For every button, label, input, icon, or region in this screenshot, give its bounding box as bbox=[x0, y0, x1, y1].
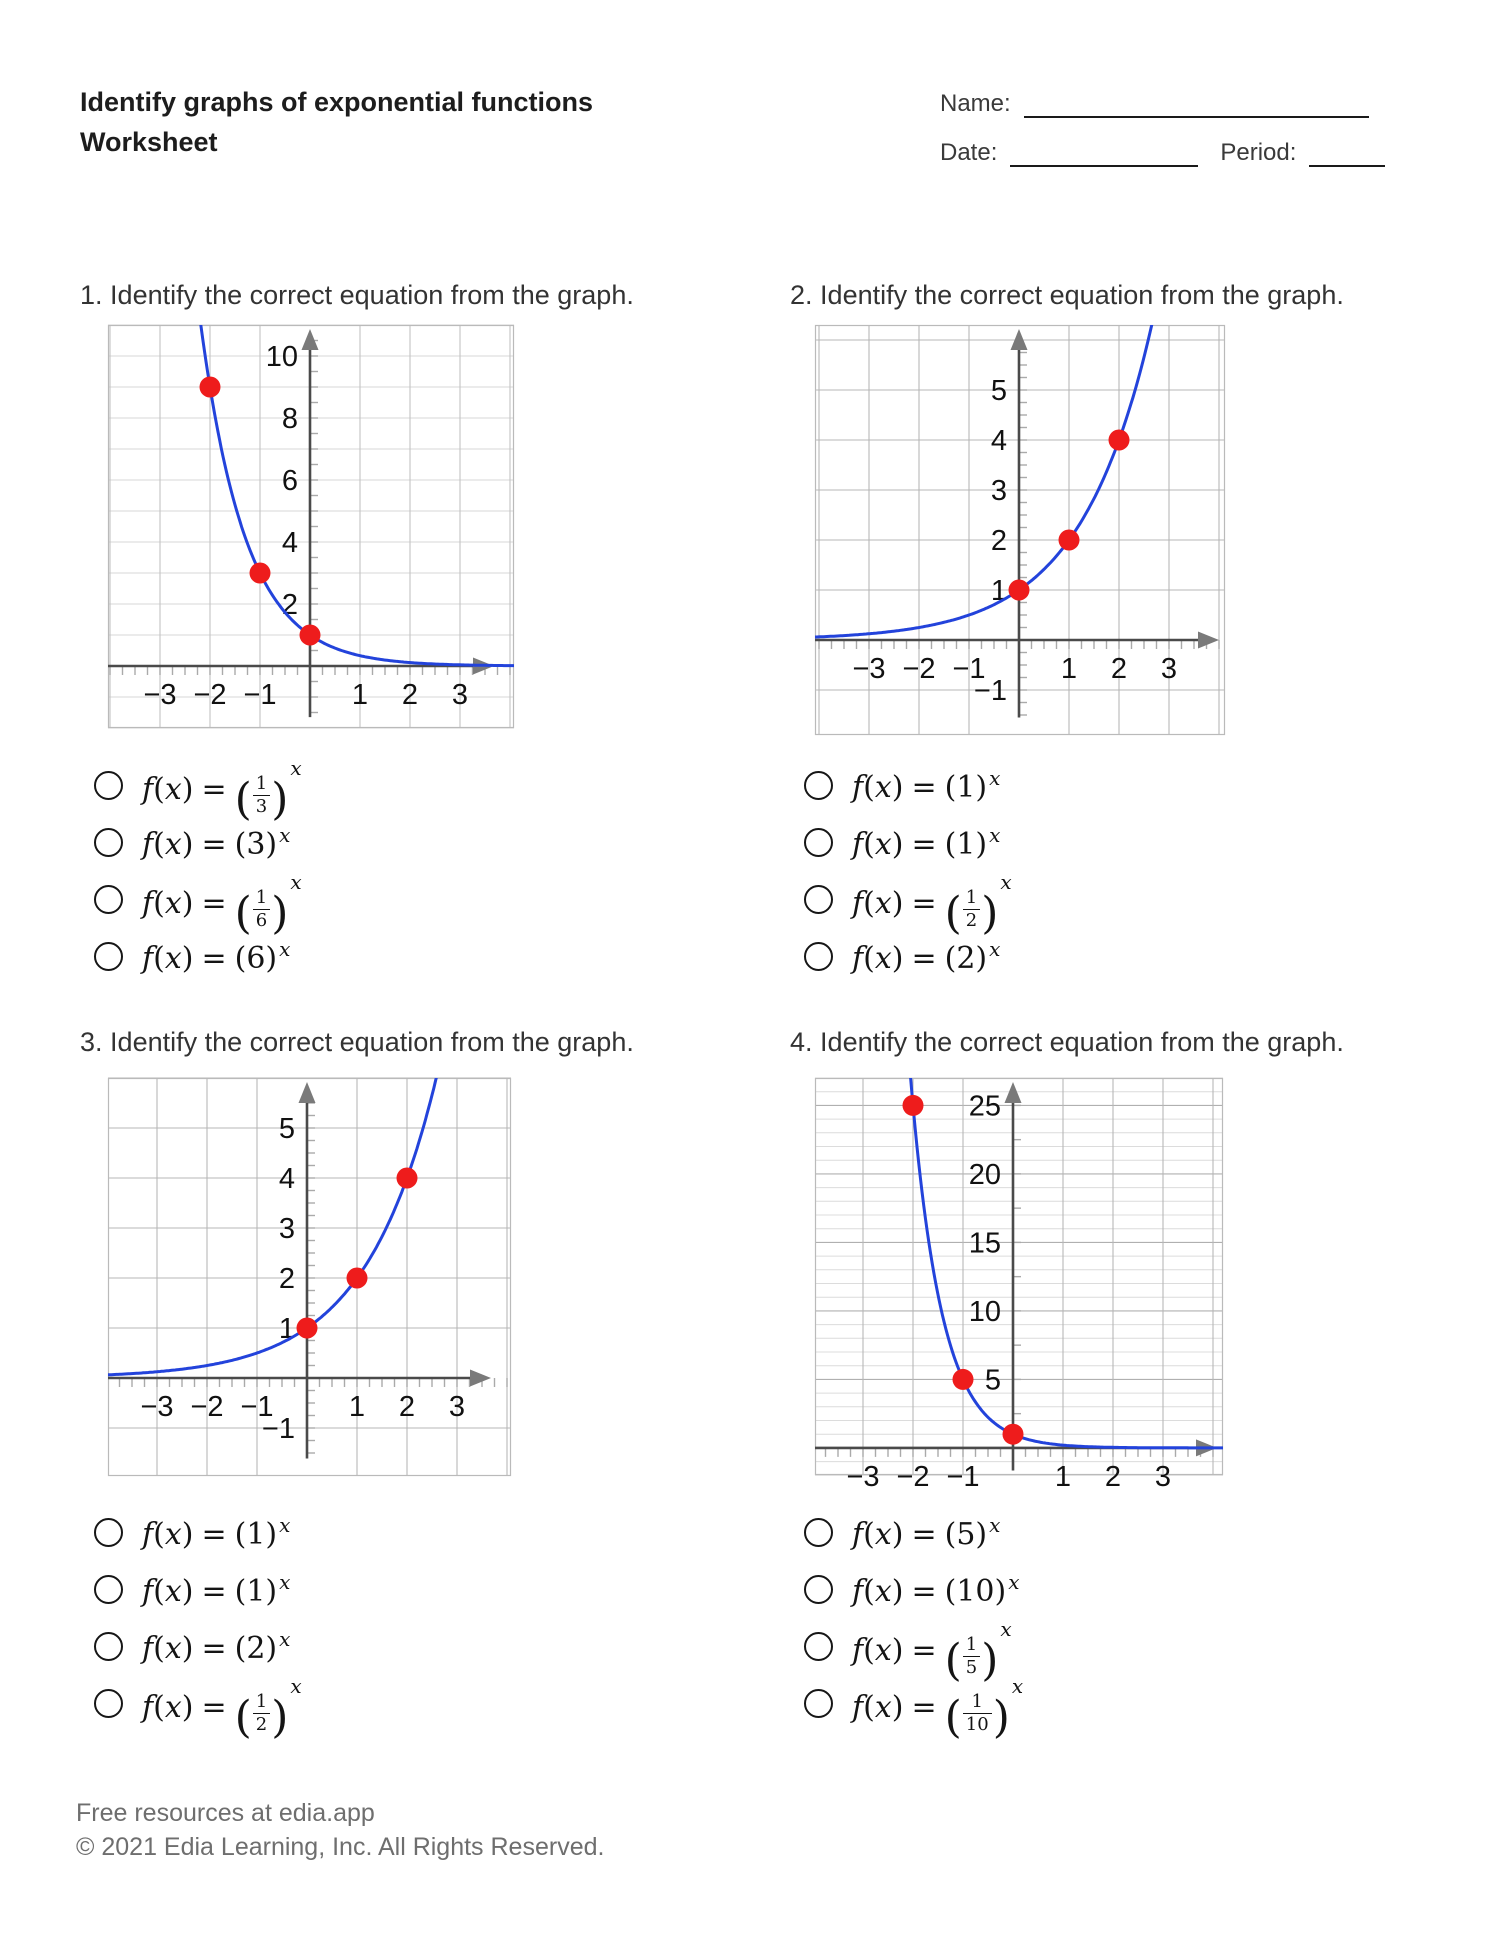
x-axis-label: 1 bbox=[351, 679, 369, 711]
question-4 bbox=[790, 1025, 1470, 1770]
x-axis-label: −3 bbox=[140, 1391, 174, 1423]
name-row bbox=[940, 90, 1400, 118]
radio-button[interactable] bbox=[804, 771, 833, 800]
exponent-x: x bbox=[279, 823, 291, 847]
x-axis-label: 1 bbox=[1054, 1460, 1072, 1493]
exponential-graph-2 bbox=[815, 325, 1225, 735]
document-title-line2: Worksheet bbox=[80, 127, 218, 157]
period-blank-line[interactable] bbox=[1309, 141, 1385, 167]
radio-button[interactable] bbox=[804, 942, 833, 971]
fraction: $\frac{1}{3}$ bbox=[253, 775, 270, 816]
exponent-x: x bbox=[279, 1513, 291, 1537]
x-axis-label: 3 bbox=[1160, 653, 1178, 685]
y-axis-label: 4 bbox=[990, 425, 1007, 457]
x-axis-label: −1 bbox=[952, 653, 986, 685]
y-axis-label: 10 bbox=[265, 341, 298, 373]
footer-line2: © 2021 Edia Learning, Inc. All Rights Reserved. bbox=[76, 1833, 605, 1861]
x-axis-label: 3 bbox=[451, 679, 469, 711]
exponent-x: x bbox=[279, 1570, 291, 1594]
radio-button[interactable] bbox=[94, 1575, 123, 1604]
x-axis-label: −2 bbox=[190, 1391, 224, 1423]
equation: f(x) = (6) $^x$ bbox=[142, 937, 291, 976]
x-axis-label: 1 bbox=[1060, 653, 1078, 685]
y-axis-label: 2 bbox=[281, 589, 298, 621]
equation: f(x) = (1) $^x$ bbox=[142, 1570, 291, 1609]
question-1-option-2[interactable] bbox=[94, 814, 302, 871]
equation: f(x) = ( $\frac{1}{10}$ )$^x$ bbox=[852, 1673, 1024, 1743]
radio-button[interactable] bbox=[94, 828, 123, 857]
equation: f(x) = (5) $^x$ bbox=[852, 1513, 1001, 1552]
equation: f(x) = (1) $^x$ bbox=[852, 766, 1001, 805]
radio-button[interactable] bbox=[804, 1632, 833, 1661]
question-2-graph bbox=[815, 325, 1225, 740]
exponential-graph-4 bbox=[815, 1078, 1223, 1493]
question-3-option-3[interactable] bbox=[94, 1618, 302, 1675]
y-axis-label: −1 bbox=[261, 1413, 295, 1445]
x-axis-label: 2 bbox=[1110, 653, 1128, 685]
question-2-option-1[interactable] bbox=[804, 757, 1012, 814]
student-fields bbox=[940, 90, 1400, 188]
x-axis-label: 2 bbox=[401, 679, 419, 711]
close-paren: ) bbox=[981, 887, 999, 939]
question-1-option-3[interactable] bbox=[94, 869, 302, 939]
question-3-graph bbox=[108, 1078, 511, 1481]
radio-button[interactable] bbox=[804, 1518, 833, 1547]
close-paren: ) bbox=[271, 887, 289, 939]
equation: f(x) = ( $\frac{1}{6}$ )$^x$ bbox=[142, 869, 302, 939]
close-paren: ) bbox=[981, 1634, 999, 1686]
x-axis-label: 1 bbox=[348, 1391, 366, 1423]
x-axis-label: −3 bbox=[846, 1460, 880, 1493]
footer-line1: Free resources at edia.app bbox=[76, 1799, 375, 1827]
data-point bbox=[347, 1268, 368, 1289]
y-axis-label: 3 bbox=[278, 1213, 295, 1245]
radio-button[interactable] bbox=[94, 885, 123, 914]
data-point bbox=[1059, 530, 1080, 551]
x-axis-label: −3 bbox=[852, 653, 886, 685]
radio-button[interactable] bbox=[94, 942, 123, 971]
question-3-option-2[interactable] bbox=[94, 1561, 302, 1618]
name-blank-line[interactable] bbox=[1024, 92, 1369, 118]
question-2-options bbox=[804, 757, 1012, 985]
y-axis-label: 3 bbox=[990, 475, 1007, 507]
equation: f(x) = ( $\frac{1}{2}$ )$^x$ bbox=[142, 1673, 302, 1743]
question-3-option-4[interactable] bbox=[94, 1673, 302, 1743]
close-paren: ) bbox=[992, 1691, 1010, 1743]
y-axis-label: 10 bbox=[968, 1295, 1001, 1328]
exponential-curve bbox=[909, 1052, 1224, 1448]
exponent-x: x bbox=[290, 869, 302, 894]
exponential-graph-3 bbox=[108, 1078, 511, 1476]
exponential-curve bbox=[815, 181, 1179, 637]
equation: f(x) = ( $\frac{1}{5}$ )$^x$ bbox=[852, 1616, 1012, 1686]
x-axis-label: −2 bbox=[193, 679, 227, 711]
y-axis-label: 4 bbox=[281, 527, 298, 559]
question-2-option-3[interactable] bbox=[804, 869, 1012, 939]
question-2 bbox=[790, 278, 1470, 1023]
data-point bbox=[200, 377, 221, 398]
fraction: $\frac{1}{5}$ bbox=[963, 1636, 980, 1677]
fraction: $\frac{1}{6}$ bbox=[253, 889, 270, 930]
y-axis-label: 6 bbox=[281, 465, 298, 497]
question-1 bbox=[80, 278, 760, 1023]
open-paren: ( bbox=[234, 1691, 252, 1743]
y-axis-label: 25 bbox=[968, 1090, 1001, 1123]
question-3-title: 3. Identify the correct equation from the graph. bbox=[80, 1027, 634, 1057]
exponent-x: x bbox=[290, 755, 302, 780]
x-axis-label: −1 bbox=[243, 679, 277, 711]
y-axis-label: 2 bbox=[990, 525, 1007, 557]
radio-button[interactable] bbox=[94, 1518, 123, 1547]
equation: f(x) = (3) $^x$ bbox=[142, 823, 291, 862]
date-blank-line[interactable] bbox=[1010, 141, 1198, 167]
radio-button[interactable] bbox=[804, 1575, 833, 1604]
document-title bbox=[80, 82, 593, 162]
question-4-option-2[interactable] bbox=[804, 1561, 1023, 1618]
open-paren: ( bbox=[944, 887, 962, 939]
date-label: Date: bbox=[940, 139, 998, 166]
open-paren: ( bbox=[234, 773, 252, 825]
fraction: $\frac{1}{2}$ bbox=[963, 889, 980, 930]
question-4-option-3[interactable] bbox=[804, 1616, 1023, 1686]
y-axis-label: 5 bbox=[990, 375, 1007, 407]
data-point bbox=[903, 1095, 924, 1116]
equation: f(x) = ( $\frac{1}{3}$ )$^x$ bbox=[142, 755, 302, 825]
radio-button[interactable] bbox=[94, 1632, 123, 1661]
x-axis-label: −3 bbox=[143, 679, 177, 711]
name-label: Name: bbox=[940, 90, 1011, 117]
radio-button[interactable] bbox=[804, 828, 833, 857]
exponent-x: x bbox=[1008, 1570, 1020, 1594]
data-point bbox=[397, 1168, 418, 1189]
question-3-option-1[interactable] bbox=[94, 1504, 302, 1561]
question-4-options bbox=[804, 1504, 1024, 1743]
question-1-option-4[interactable] bbox=[94, 928, 302, 985]
data-point bbox=[297, 1318, 318, 1339]
y-axis-label: 15 bbox=[968, 1227, 1001, 1260]
fraction: $\frac{1}{10}$ bbox=[963, 1693, 992, 1734]
exponent-x: x bbox=[279, 1627, 291, 1651]
exponent-x: x bbox=[989, 766, 1001, 790]
open-paren: ( bbox=[944, 1634, 962, 1686]
exponent-x: x bbox=[989, 937, 1001, 961]
data-point bbox=[1003, 1424, 1024, 1445]
document-title-line1: Identify graphs of exponential functions bbox=[80, 87, 594, 117]
date-period-row bbox=[940, 139, 1400, 167]
close-paren: ) bbox=[271, 1691, 289, 1743]
x-axis-label: −2 bbox=[902, 653, 936, 685]
radio-button[interactable] bbox=[94, 771, 123, 800]
equation: f(x) = (2) $^x$ bbox=[142, 1627, 291, 1666]
question-2-title: 2. Identify the correct equation from the graph. bbox=[790, 280, 1344, 310]
x-axis-label: 2 bbox=[398, 1391, 416, 1423]
data-point bbox=[1009, 580, 1030, 601]
data-point bbox=[250, 563, 271, 584]
question-2-option-4[interactable] bbox=[804, 928, 1012, 985]
open-paren: ( bbox=[944, 1691, 962, 1743]
radio-button[interactable] bbox=[804, 1689, 833, 1718]
equation: f(x) = (2) $^x$ bbox=[852, 937, 1001, 976]
exponent-x: x bbox=[1000, 869, 1012, 894]
y-axis-label: 5 bbox=[984, 1364, 1001, 1397]
question-3 bbox=[80, 1025, 760, 1770]
period-label: Period: bbox=[1220, 139, 1297, 166]
x-axis-label: −1 bbox=[946, 1460, 980, 1493]
question-1-title: 1. Identify the correct equation from the graph. bbox=[80, 280, 634, 310]
exponent-x: x bbox=[1011, 1673, 1024, 1698]
question-1-graph bbox=[108, 325, 514, 733]
question-4-option-4[interactable] bbox=[804, 1673, 1024, 1743]
question-2-option-2[interactable] bbox=[804, 814, 1012, 871]
y-axis-label: 20 bbox=[968, 1158, 1001, 1191]
exponent-x: x bbox=[279, 937, 291, 961]
y-axis-label: 8 bbox=[281, 403, 298, 435]
fraction: $\frac{1}{2}$ bbox=[253, 1693, 270, 1734]
x-axis-label: 2 bbox=[1104, 1460, 1122, 1493]
equation: f(x) = (10) $^x$ bbox=[852, 1570, 1020, 1609]
data-point bbox=[300, 625, 321, 646]
question-4-title: 4. Identify the correct equation from the graph. bbox=[790, 1027, 1344, 1057]
y-axis-label: 4 bbox=[278, 1163, 295, 1195]
question-4-graph bbox=[815, 1078, 1223, 1493]
exponential-graph-1 bbox=[108, 325, 514, 728]
question-4-option-1[interactable] bbox=[804, 1504, 1023, 1561]
exponent-x: x bbox=[290, 1673, 302, 1698]
footer bbox=[76, 1796, 604, 1864]
x-axis-label: −2 bbox=[896, 1460, 930, 1493]
question-3-options bbox=[94, 1504, 302, 1743]
y-axis-label: 2 bbox=[278, 1263, 295, 1295]
data-point bbox=[953, 1369, 974, 1390]
x-axis-label: −1 bbox=[240, 1391, 274, 1423]
close-paren: ) bbox=[271, 773, 289, 825]
y-axis-label: 5 bbox=[278, 1113, 295, 1145]
data-point bbox=[1109, 430, 1130, 451]
open-paren: ( bbox=[234, 887, 252, 939]
radio-button[interactable] bbox=[94, 1689, 123, 1718]
radio-button[interactable] bbox=[804, 885, 833, 914]
y-axis-label: −1 bbox=[973, 675, 1007, 707]
y-axis-label: 1 bbox=[990, 575, 1007, 607]
equation: f(x) = ( $\frac{1}{2}$ )$^x$ bbox=[852, 869, 1012, 939]
x-axis-label: 3 bbox=[448, 1391, 466, 1423]
y-axis-label: 1 bbox=[278, 1313, 295, 1345]
question-1-options bbox=[94, 757, 302, 985]
exponent-x: x bbox=[989, 1513, 1001, 1537]
question-1-option-1[interactable] bbox=[94, 755, 302, 825]
equation: f(x) = (1) $^x$ bbox=[852, 823, 1001, 862]
exponent-x: x bbox=[989, 823, 1001, 847]
exponent-x: x bbox=[1000, 1616, 1012, 1641]
equation: f(x) = (1) $^x$ bbox=[142, 1513, 291, 1552]
x-axis-label: 3 bbox=[1154, 1460, 1172, 1493]
